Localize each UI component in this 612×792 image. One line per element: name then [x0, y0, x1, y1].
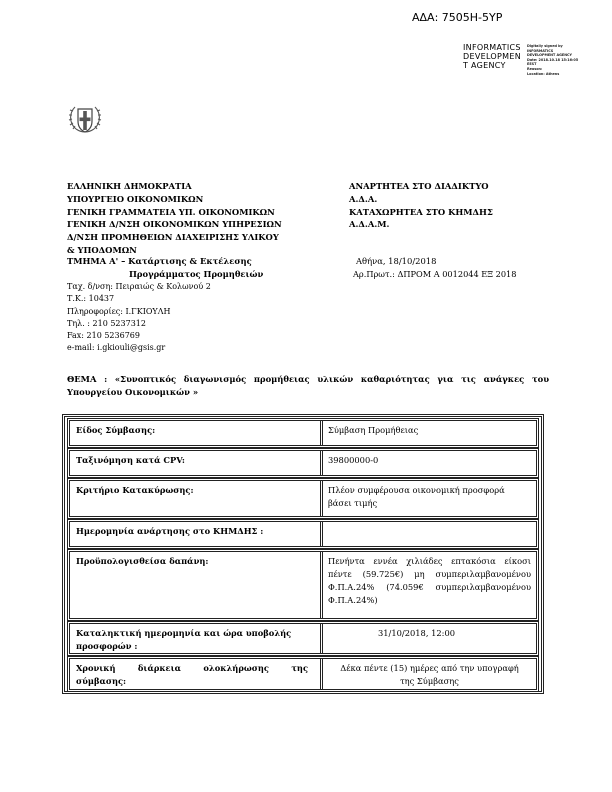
authority-line: Δ/ΝΣΗ ΠΡΟΜΗΘΕΙΩΝ ΔΙΑΧΕΙΡΙΣΗΣ ΥΛΙΚΟΥ [67, 232, 279, 243]
stamp-left-line: INFORMATICS [463, 43, 521, 52]
row-value: 31/10/2018, 12:00 [320, 624, 536, 653]
table-row [67, 448, 539, 478]
publication-line: ΚΑΤΑΧΩΡΗΤΕΑ ΣΤΟ ΚΗΜΔΗΣ [349, 206, 493, 217]
row-label: Είδος Σύμβασης: [76, 425, 156, 435]
contact-info-person: Πληροφορίες: Ι.ΓΚΙΟΥΛΗ [67, 306, 171, 316]
stamp-right-line: INFORMATICS [527, 48, 554, 53]
stamp-right-line: DEVELOPMENT AGENCY [527, 53, 573, 58]
contact-email: e-mail: i.gkiouli@gsis.gr [67, 343, 166, 353]
row-value-line: Δέκα πέντε (15) ημέρες από την υπογραφή [340, 663, 519, 673]
table-row [67, 519, 539, 549]
row-label: Κριτήριο Κατακύρωσης: [76, 485, 194, 495]
row-label-line: σύμβασης: [76, 676, 127, 686]
row-value [320, 481, 536, 516]
department-line: ΤΜΗΜΑ Α' – Κατάρτισης & Εκτέλεσης [67, 256, 252, 266]
authority-line: ΥΠΟΥΡΓΕΙΟ ΟΙΚΟΝΟΜΙΚΩΝ [67, 193, 204, 204]
contact-fax: Fax: 210 5236769 [67, 331, 140, 341]
stamp-right-line: Date: 2018.10.18 15:16:05 [527, 57, 579, 62]
contact-address: Ταχ. δ/νση: Πειραιώς & Κολωνού 2 [67, 282, 211, 291]
table-row [67, 656, 539, 692]
row-value [320, 552, 536, 618]
stamp-signature-details [527, 44, 591, 76]
publication-block [349, 180, 493, 231]
row-label [72, 624, 312, 653]
document-date: Αθήνα, 18/10/2018 [356, 256, 437, 266]
authority-line: ΓΕΝΙΚΗ ΓΡΑΜΜΑΤΕΙΑ ΥΠ. ΟΙΚΟΝΟΜΙΚΩΝ [67, 206, 275, 217]
row-value: Σύμβαση Προμήθειας [320, 421, 536, 445]
ada-code: ΑΔΑ: 7505Η-5ΥΡ [412, 11, 503, 24]
row-value-line: Φ.Π.Α.24%) [328, 595, 378, 605]
authority-block [67, 180, 327, 257]
row-label-line: Χρονική διάρκεια ολοκλήρωσης της [76, 663, 308, 673]
row-label: Ταξινόμηση κατά CPV: [76, 455, 185, 465]
department-block [67, 255, 263, 280]
authority-line: ΓΕΝΙΚΗ Δ/ΝΣΗ ΟΙΚΟΝΟΜΙΚΩΝ ΥΠΗΡΕΣΙΩΝ [67, 219, 282, 230]
row-value: 39800000-0 [320, 451, 536, 475]
row-label-line: Καταληκτική ημερομηνία και ώρα υποβολής [76, 628, 292, 638]
stamp-right-line: EEST [527, 62, 537, 67]
table-row [67, 549, 539, 621]
row-value-line: πέντε (59.725€) μη συμπεριλαμβανομένου [328, 569, 531, 579]
stamp-right-line: Reason: [527, 66, 543, 71]
hellenic-republic-emblem-icon [66, 101, 104, 139]
row-value-line: Πλέον συμφέρουσα οικονομική προσφορά [328, 485, 505, 495]
authority-line: & ΥΠΟΔΟΜΩΝ [67, 244, 137, 255]
row-label: Ημερομηνία ανάρτησης στο ΚΗΜΔΗΣ : [76, 526, 264, 536]
row-value-line: βάσει τιμής [328, 498, 378, 508]
row-value [320, 659, 536, 689]
row-value-line: Πενήντα εννέα χιλιάδες επτακόσια είκοσι [328, 556, 531, 566]
publication-line: Α.Δ.Α.Μ. [349, 219, 390, 230]
stamp-right-line: Location: Athens [527, 71, 560, 76]
authority-line: ΕΛΛΗΝΙΚΗ ΔΗΜΟΚΡΑΤΙΑ [67, 181, 192, 191]
contact-postcode: Τ.Κ.: 10437 [67, 294, 115, 304]
row-value [320, 522, 536, 546]
contact-phone: Τηλ. : 210 5237312 [67, 318, 146, 328]
table-row [67, 478, 539, 519]
subject-line: ΘΕΜΑ : «Συνοπτικός διαγωνισμός προμήθειας υλικών καθαριότητας για τις ανάγκες του Υπουργείου Οικονομικών » [67, 374, 549, 397]
stamp-left-line: DEVELOPMEN [463, 52, 521, 61]
tender-details-table [62, 414, 544, 694]
row-label-line: προσφορών : [76, 641, 138, 651]
table-row [67, 621, 539, 656]
stamp-left-line: T AGENCY [463, 61, 506, 70]
digital-signature-stamp [463, 43, 593, 75]
protocol-number: Αρ.Πρωτ.: ΔΠΡΟΜ Α 0012044 ΕΞ 2018 [353, 269, 517, 279]
stamp-signer-name [463, 43, 527, 70]
publication-line: Α.Δ.Α. [349, 193, 378, 204]
publication-line: ΑΝΑΡΤΗΤΕΑ ΣΤΟ ΔΙΑΔΙΚΤΥΟ [349, 181, 489, 191]
contact-block [67, 281, 211, 355]
row-label [72, 659, 312, 689]
row-label: Προϋπολογισθείσα δαπάνη: [76, 556, 209, 566]
department-line: Προγράμματος Προμηθειών [129, 268, 264, 279]
stamp-right-line: Digitally signed by [527, 44, 563, 48]
row-value-line: Φ.Π.Α.24% (74.059€ συμπεριλαμβανομένου [328, 582, 531, 592]
table-row [67, 418, 539, 448]
row-value-line: της Σύμβασης [400, 676, 459, 686]
